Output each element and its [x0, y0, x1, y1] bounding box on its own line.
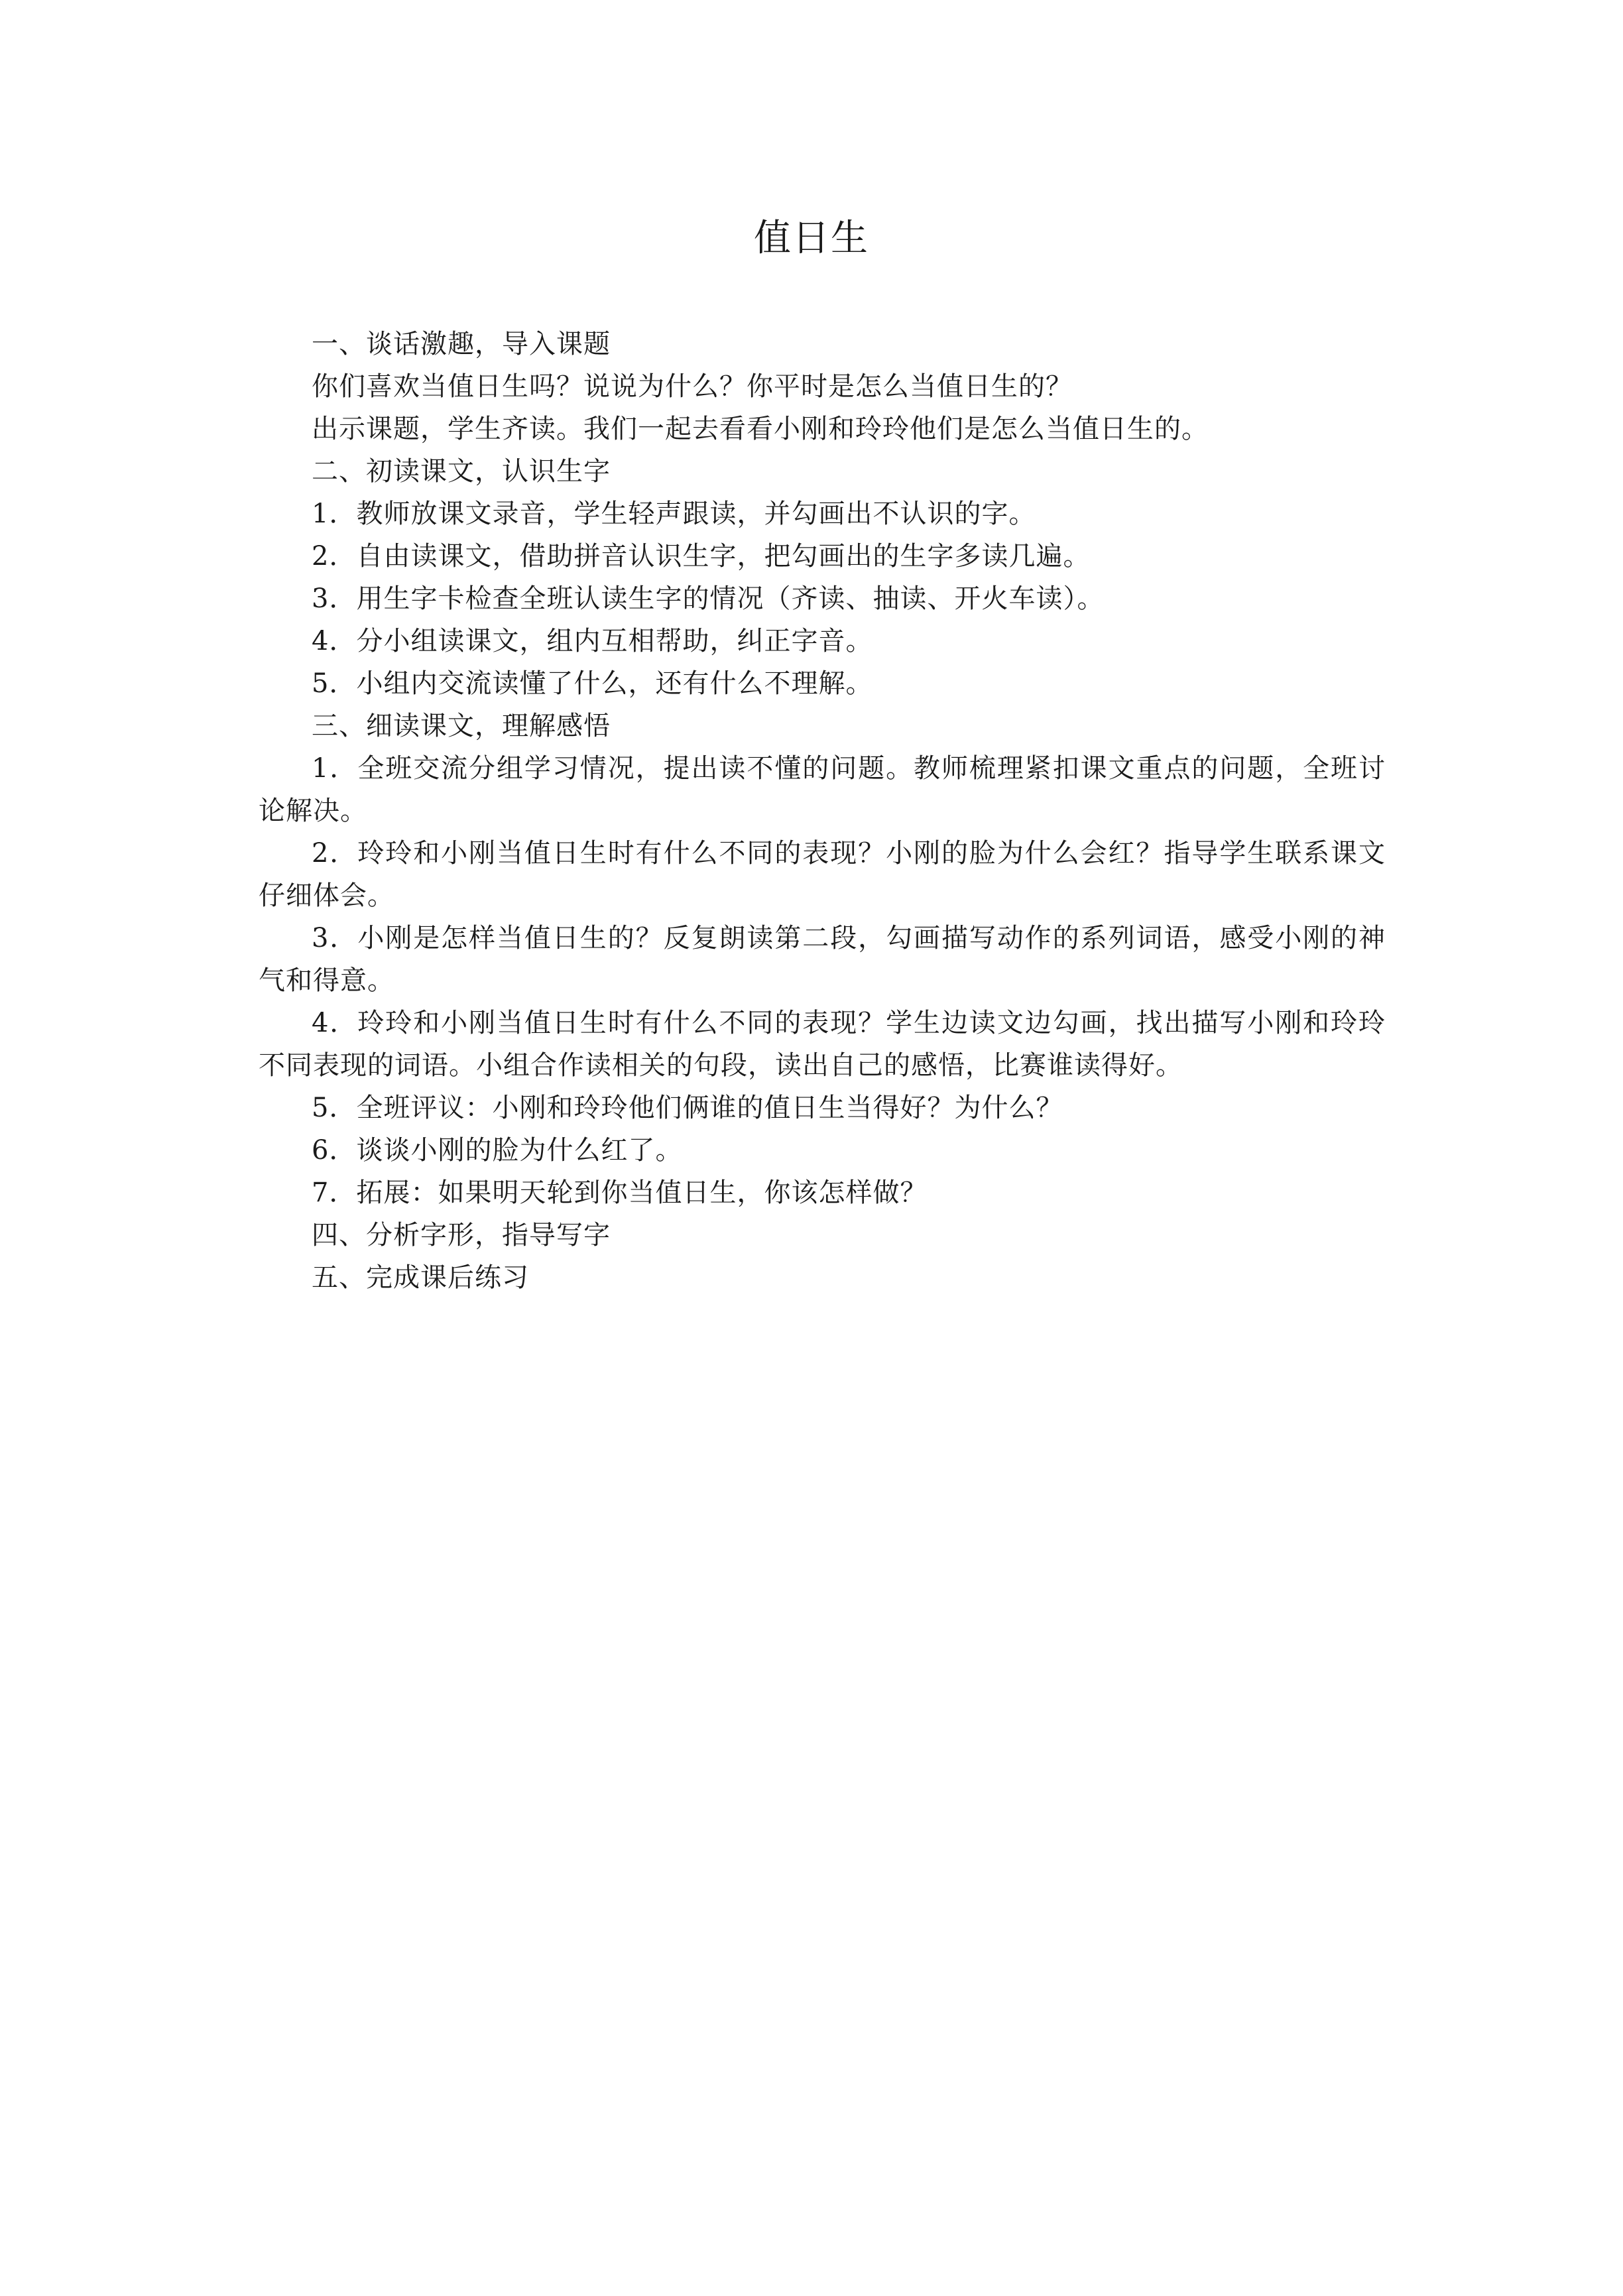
section-heading: 五、完成课后练习 — [312, 1262, 529, 1293]
section-heading: 二、初读课文，认识生字 — [312, 456, 611, 487]
list-item: 5．全班评议：小刚和玲玲他们俩谁的值日生当得好？为什么？ — [312, 1093, 1063, 1123]
list-item: 5．小组内交流读懂了什么，还有什么不理解。 — [312, 668, 873, 699]
list-item: 2．自由读课文，借助拼音认识生字，把勾画出的生字多读几遍。 — [312, 541, 1091, 572]
section-heading: 一、谈话激趣，导入课题 — [312, 329, 611, 359]
list-item: 7．拓展：如果明天轮到你当值日生，你该怎样做？ — [312, 1178, 928, 1208]
list-item: 6．谈谈小刚的脸为什么红了。 — [312, 1135, 683, 1166]
list-item: 3．小刚是怎样当值日生的？反复朗读第二段，勾画描写动作的系列词语，感受小刚的神气和得意。 — [259, 923, 1386, 996]
paragraph: 你们喜欢当值日生吗？说说为什么？你平时是怎么当值日生的？ — [312, 371, 1073, 402]
paragraph: 出示课题，学生齐读。我们一起去看看小刚和玲玲他们是怎么当值日生的。 — [312, 414, 1209, 444]
list-item: 4．玲玲和小刚当值日生时有什么不同的表现？学生边读文边勾画，找出描写小刚和玲玲不同表现的词语。小组合作读相关的句段，读出自己的感悟，比赛谁读得好。 — [259, 1008, 1386, 1081]
list-item: 1．全班交流分组学习情况，提出读不懂的问题。教师梳理紧扣课文重点的问题，全班讨论解决。 — [259, 753, 1386, 826]
section-heading: 四、分析字形，指导写字 — [312, 1220, 611, 1250]
list-item: 4．分小组读课文，组内互相帮助，纠正字音。 — [312, 626, 873, 656]
document-body — [259, 323, 1386, 1299]
section-heading: 三、细读课文，理解感悟 — [312, 711, 611, 741]
list-item: 2．玲玲和小刚当值日生时有什么不同的表现？小刚的脸为什么会红？指导学生联系课文仔细体会。 — [259, 838, 1386, 911]
page-title: 值日生 — [754, 217, 869, 260]
list-item: 1．教师放课文录音，学生轻声跟读，并勾画出不认识的字。 — [312, 499, 1036, 529]
list-item: 3．用生字卡检查全班认读生字的情况（齐读、抽读、开火车读）。 — [312, 583, 1105, 614]
